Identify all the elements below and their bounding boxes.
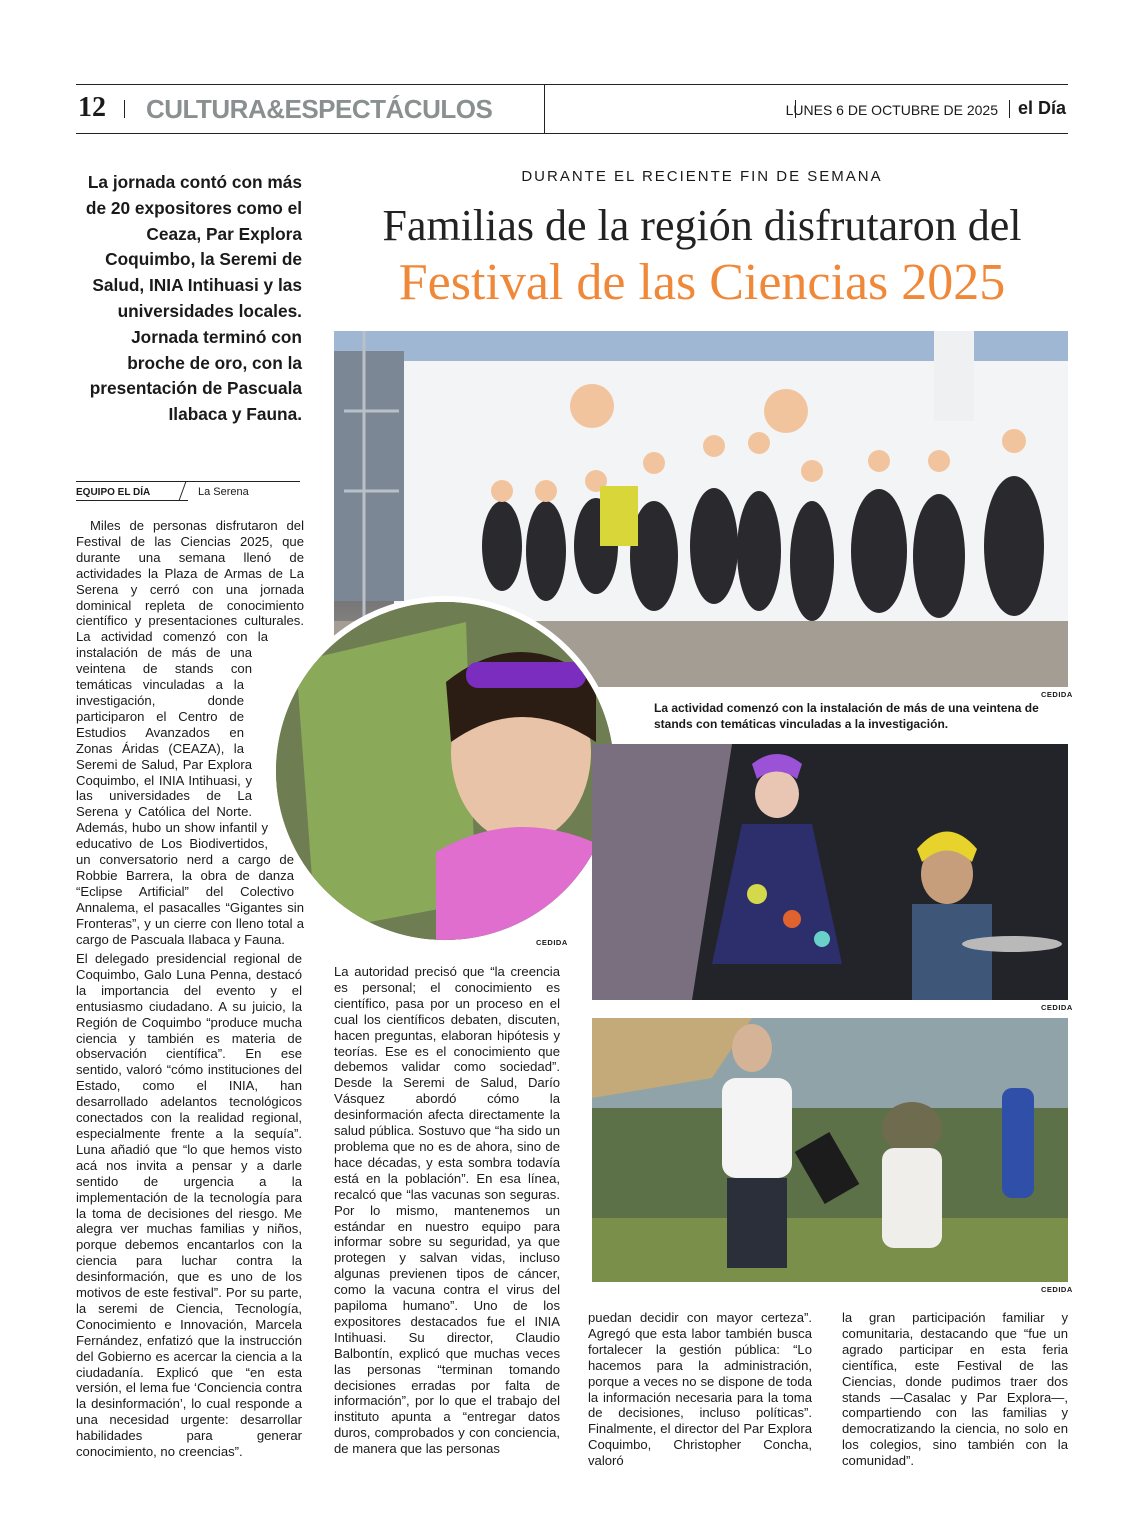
header-bottom-rule bbox=[76, 133, 1068, 134]
girl-aquarium-illustration bbox=[276, 602, 614, 940]
byline-underline bbox=[76, 500, 188, 501]
photo-credit: CEDIDA bbox=[1041, 690, 1073, 699]
girl-aquarium-photo bbox=[270, 596, 620, 946]
kicker: DURANTE EL RECIENTE FIN DE SEMANA bbox=[521, 168, 883, 185]
issue-date: LUNES 6 DE OCTUBRE DE 2025 bbox=[785, 102, 998, 118]
byline-rule bbox=[76, 481, 300, 482]
body-column-1-bottom bbox=[76, 951, 302, 1531]
body-paragraph: la gran participación familiar y comunitaria, destacando que “fue un agrado participar en esta feria científica, este Festival de las Ciencias, donde pudimos traer dos stands —Casalac y Par Explora—, compartiendo con las familias y democratizando la ciencia, no solo en los colegios, sino también con la comunidad”. bbox=[842, 1310, 1068, 1469]
body-column-3 bbox=[588, 1310, 812, 1520]
page-number: 12 bbox=[78, 92, 106, 123]
body-paragraph: La autoridad precisó que “la creencia es personal; el conocimiento es científico, pasa por un proceso en el cual los científicos debaten, discuten, hacen preguntas, elaboran hipótesis y teorías. Ese es el conocimiento que debemos validar como sociedad”. Desde la Seremi de Salud, Darío Vásquez abordó cómo la desinformación afecta directamente la salud pública. Sostuvo que “ha sido un problema que no es de ahora, sino de hace décadas, y esta sombra todavía está en la población”. En esa línea, recalcó que “las vacunas son seguras. Por lo mismo, mantenemos un estándar en nuestro equipo para informar sobre su seguridad, ya que protegen y salvan vidas, incluso algunas previenen tipos de cáncer, como la vacuna contra el virus del papiloma humano”. Uno de los expositores destacados fue el INIA Intihuasi. Su director, Claudio Balbontín, explicó que muchas veces las personas “terminan tomando decisiones erradas por falta de información”, por lo que el trabajo del instituto apunta a “entregar datos duros, comprobados y con conciencia, de manera que las personas bbox=[334, 964, 560, 1457]
header-divider bbox=[544, 84, 545, 133]
headline-line-2: Festival de las Ciencias 2025 bbox=[398, 254, 1006, 311]
telescope-photo bbox=[592, 1018, 1068, 1282]
photo-credit: CEDIDA bbox=[1041, 1003, 1073, 1012]
byline-location: La Serena bbox=[198, 486, 249, 498]
header-divider bbox=[124, 100, 125, 118]
body-column-4 bbox=[842, 1310, 1068, 1520]
photo-credit: CEDIDA bbox=[536, 938, 568, 947]
photo-caption: La actividad comenzó con la instalación de más de una veintena de stands con temáticas vinculadas a la investigación. bbox=[654, 701, 1039, 731]
header-top-rule bbox=[76, 84, 1068, 85]
telescope-illustration bbox=[592, 1018, 1068, 1282]
byline: EQUIPO EL DÍA bbox=[76, 487, 151, 498]
body-paragraph: Miles de personas disfrutaron del Festival de las Ciencias 2025, que durante una semana llenó de actividades la Plaza de Armas de La Serena y cerró con una jornada dominical repleta de conocimiento científico y presentaciones culturales. La actividad comenzó con la instalación de más de una veintena de stands con temáticas vinculadas a la investigación, donde participaron el Centro de Estudios Avanzados en Zonas Áridas (CEAZA), la Seremi de Salud, Par Explora Coquimbo, el INIA Intihuasi, y las universidades de La Serena y Católica del Norte. Además, hubo un show infantil y educativo de Los Biodivertidos, un conversatorio nerd a cargo de Robbie Barrera, la obra de danza “Eclipse Artificial” del Colectivo Annalema, el pasacalles “Gigantes sin Fronteras”, y un cierre con lleno total a cargo de Pascuala Ilabaca y Fauna. bbox=[76, 518, 304, 947]
byline-slash bbox=[178, 481, 186, 501]
body-column-2 bbox=[334, 964, 560, 1526]
article-deck: La jornada contó con más de 20 expositores como el Ceaza, Par Explora Coquimbo, la Seremi de Salud, INIA Intihuasi y las universidades locales. Jornada terminó con broche de oro, con la presentación de Pascuala Ilabaca y Fauna. bbox=[85, 172, 302, 425]
newspaper-logo: el Día bbox=[1017, 98, 1066, 118]
body-paragraph: El delegado presidencial regional de Coquimbo, Galo Luna Penna, destacó la importancia del evento y el entusiasmo ciudadano. A su juicio, la Región de Coquimbo “produce mucha ciencia y también es materia de observación científica”. En ese sentido, valoró “cómo instituciones del Estado, como el INIA, han desarrollado adelantos tecnológicos conectados con la realidad regional, especialmente frente a la sequía”. Luna añadió que “lo que hemos visto acá nos invita a pensar y a darle sentido de urgencia a la implementación de la tecnología para la toma de decisiones del riesgo. Me alegra ver muchas familias y niños, porque debemos encantarlos con la ciencia para luchar contra la desinformación, que es uno de los motivos de este festival”. Por su parte, la seremi de Ciencia, Tecnología, Conocimiento e Innovación, Marcela Fernández, enfatizó que la instrucción del Gobierno es acercar la ciencia a la ciudadanía. Explicó que “en esta versión, el lema fue ‘Conciencia contra la desinformación’, lo cual responde a una necesidad urgente: desarrollar habilidades para generar conocimiento, no creencias”. bbox=[76, 951, 302, 1460]
headline-line-1: Familias de la región disfrutaron del bbox=[382, 201, 1022, 250]
body-column-1-top bbox=[76, 518, 304, 948]
body-paragraph: puedan decidir con mayor certeza”. Agregó que esta labor también busca fortalecer la gestión pública: “Lo hacemos para la administración, porque a veces no se dispone de toda la información necesaria para la toma de decisiones, incluso políticas”. Finalmente, el director del Par Explora Coquimbo, Christopher Concha, valoró bbox=[588, 1310, 812, 1469]
header-divider bbox=[1009, 100, 1010, 118]
photo-credit: CEDIDA bbox=[1041, 1285, 1073, 1294]
section-title: CULTURA&ESPECTÁCULOS bbox=[146, 94, 493, 124]
concert-illustration bbox=[592, 744, 1068, 1000]
concert-photo bbox=[592, 744, 1068, 1000]
